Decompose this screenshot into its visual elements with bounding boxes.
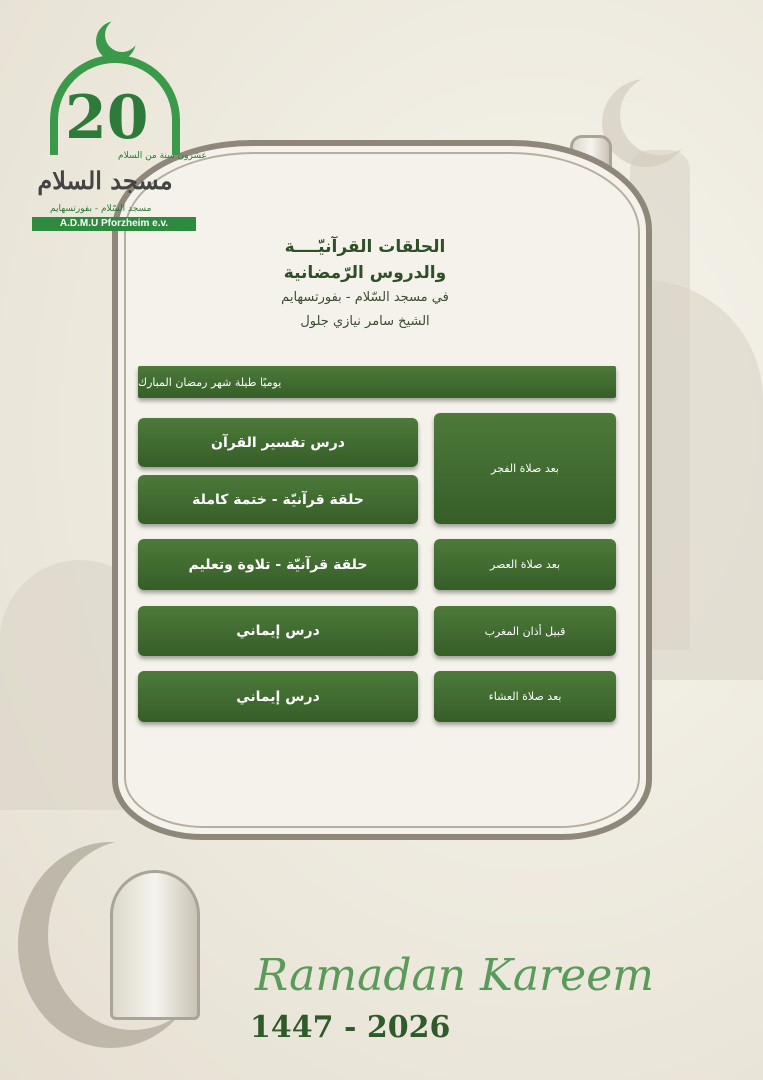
activity-label: درس تفسير القرآن (211, 434, 345, 451)
activity-label: درس إيماني (236, 688, 320, 705)
time-label: بعد صلاة العصر (489, 558, 561, 571)
activity-label: درس إيماني (236, 623, 320, 639)
logo-subtitle-en: A.D.M.U Pforzheim e.v. (32, 217, 196, 231)
location: في مسجد السّلام - بفورتسهايم (281, 290, 449, 305)
activity (138, 606, 418, 656)
moon-silhouette (620, 75, 700, 155)
activity (138, 671, 418, 722)
year: 1447 - 2026 (250, 1010, 451, 1045)
schedule-banner (138, 366, 616, 398)
time-label: بعد صلاة العشاء (488, 690, 562, 703)
time-isha (434, 671, 616, 722)
sheikh-name: الشيخ سامر نيازي جلول (300, 314, 430, 329)
logo-anniversary: 20 (65, 83, 149, 153)
title-line-2: والدروس الرّمضانية (283, 263, 447, 283)
activity (138, 475, 418, 524)
activity-label: حلقة قرآنيّة - تلاوة وتعليم (188, 556, 368, 573)
logo-name: مسجد السلام (37, 166, 173, 195)
lantern-icon (110, 870, 200, 1020)
activity (138, 539, 418, 590)
activity-label: حلقة قرآنيّة - ختمة كاملة (192, 491, 364, 508)
logo-subtitle-ar: مسجد السّلام - بفورتسهايم (50, 204, 152, 214)
time-label: قبيل أذان المغرب (484, 624, 566, 638)
time-label: بعد صلاة الفجر (491, 462, 559, 475)
poster-title (250, 234, 480, 334)
banner-text: يوميًا طيلة شهر رمضان المبارك (138, 375, 282, 389)
activity (138, 418, 418, 467)
crescent-icon (105, 18, 139, 52)
title-line-1: الحلقات القرآنيّــــة (284, 237, 446, 257)
time-maghrib (434, 606, 616, 656)
mosque-logo (20, 10, 207, 229)
time-asr (434, 539, 616, 590)
time-fajr (434, 413, 616, 524)
greeting: Ramadan Kareem (255, 950, 654, 1001)
logo-tagline: عشرون سنة من السلام (118, 151, 207, 161)
